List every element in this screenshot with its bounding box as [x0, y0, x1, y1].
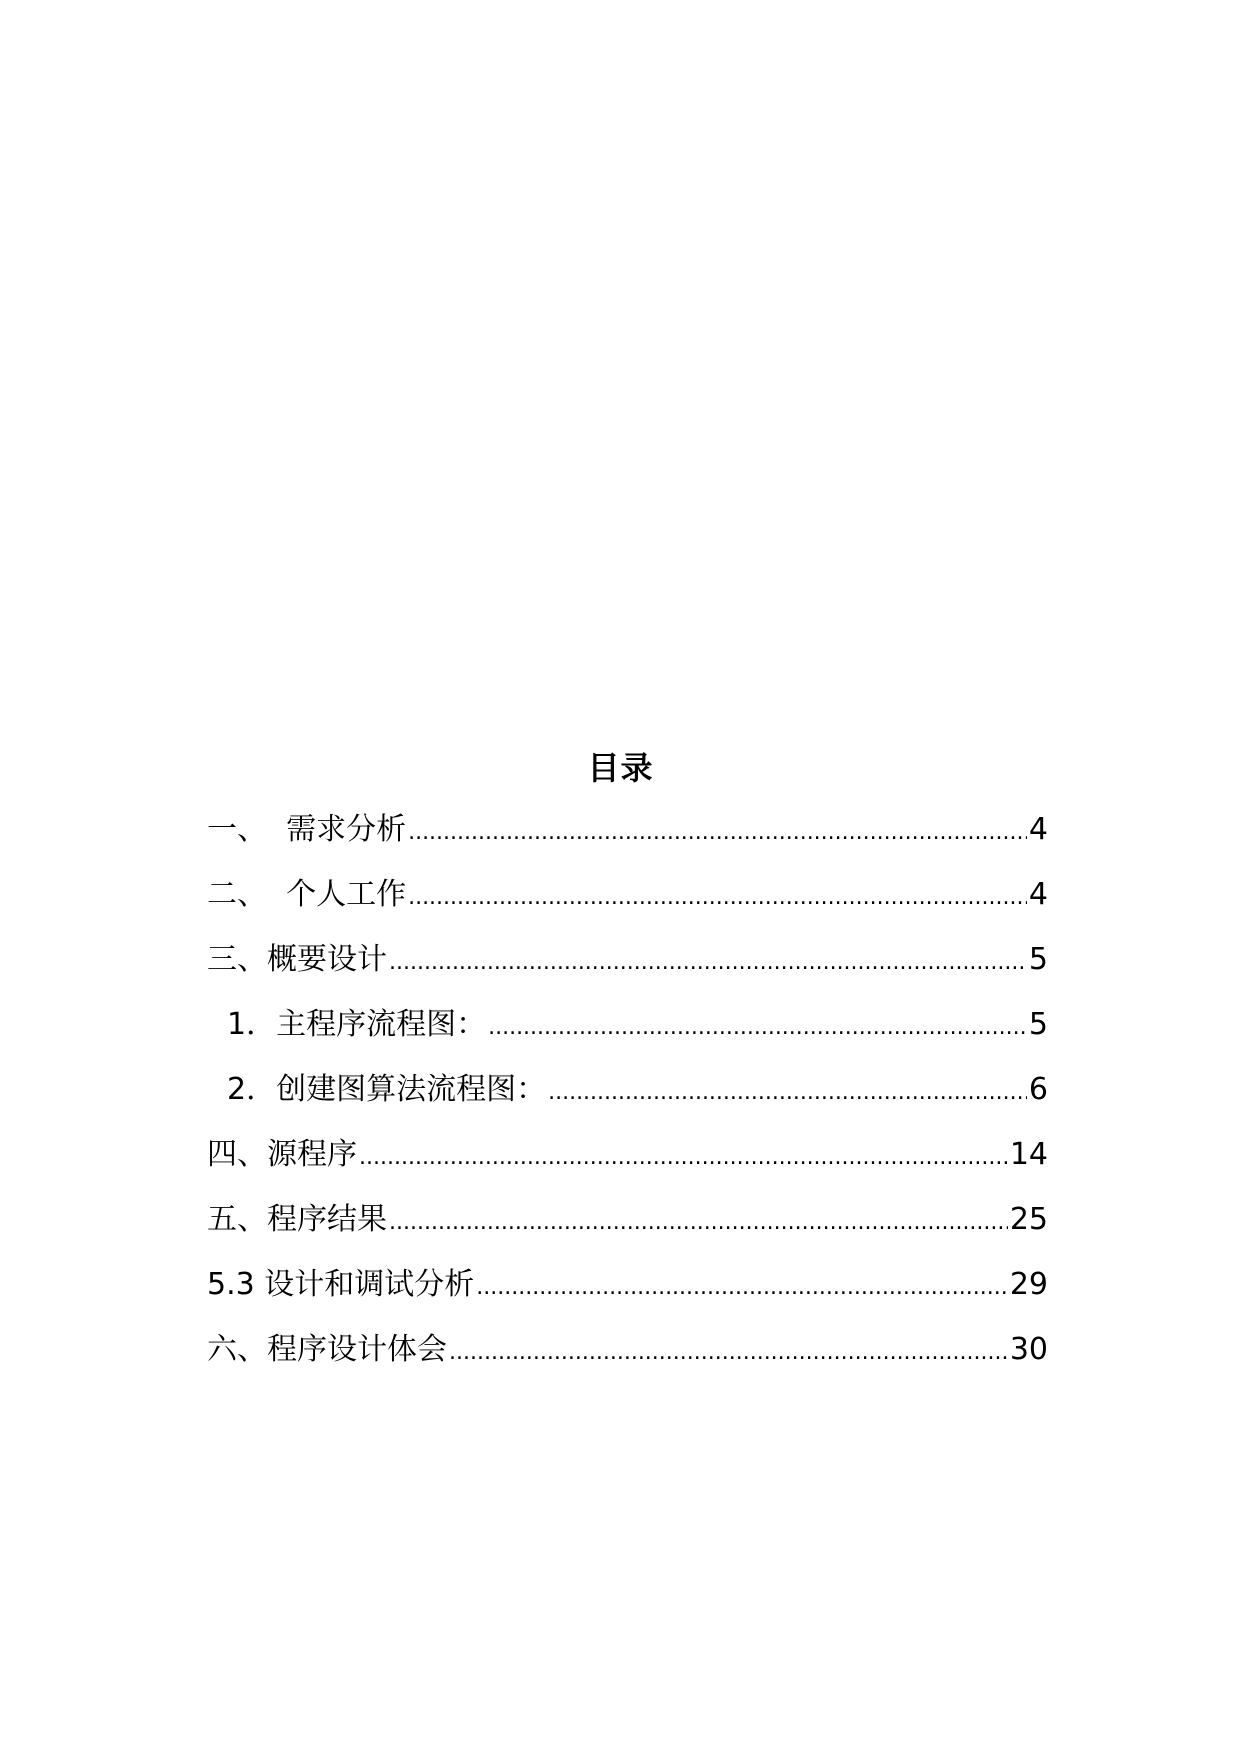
- toc-leader-dots: [389, 1203, 1008, 1243]
- toc-entry-page: 5: [1028, 1007, 1048, 1042]
- toc-entry-requirements[interactable]: [207, 810, 1048, 875]
- toc-entry-label: 2．创建图算法流程图：: [227, 1072, 547, 1107]
- toc-entry-label: 五、程序结果: [207, 1202, 387, 1237]
- toc-leader-dots: [488, 1008, 1027, 1048]
- toc-entry-design-debug-analysis[interactable]: [207, 1265, 1048, 1330]
- toc-entry-graph-algorithm-flowchart[interactable]: [207, 1070, 1048, 1135]
- toc-leader-dots: [408, 878, 1027, 918]
- toc-leader-dots: [476, 1268, 1008, 1308]
- toc-leader-dots: [408, 813, 1027, 853]
- toc-entry-label: 二、 个人工作: [207, 877, 407, 912]
- toc-leader-dots: [359, 1138, 1008, 1178]
- toc-entry-page: 4: [1028, 812, 1048, 847]
- toc-entry-label: 六、程序设计体会: [207, 1332, 447, 1367]
- toc-leader-dots: [389, 943, 1027, 983]
- toc-entry-page: 6: [1028, 1072, 1048, 1107]
- toc-entry-main-flowchart[interactable]: [207, 1005, 1048, 1070]
- toc-entry-label: 1．主程序流程图：: [227, 1007, 487, 1042]
- toc-entry-page: 25: [1009, 1202, 1048, 1237]
- toc-entry-label: 三、概要设计: [207, 942, 387, 977]
- toc-entry-design-reflections[interactable]: [207, 1330, 1048, 1395]
- toc-entry-outline-design[interactable]: [207, 940, 1048, 1005]
- toc-entry-label: 四、源程序: [207, 1137, 357, 1172]
- toc-leader-dots: [548, 1073, 1027, 1113]
- toc-entry-program-results[interactable]: [207, 1200, 1048, 1265]
- toc-title: 目录: [587, 749, 654, 787]
- toc-entry-page: 14: [1009, 1137, 1048, 1172]
- toc-list: [207, 810, 1048, 1395]
- toc-entry-page: 5: [1028, 942, 1048, 977]
- toc-leader-dots: [449, 1333, 1008, 1373]
- toc-entry-source-code[interactable]: [207, 1135, 1048, 1200]
- toc-entry-label: 5.3 设计和调试分析: [207, 1267, 475, 1302]
- toc-entry-page: 4: [1028, 877, 1048, 912]
- toc-entry-label: 一、 需求分析: [207, 812, 407, 847]
- toc-entry-page: 29: [1009, 1267, 1048, 1302]
- toc-entry-page: 30: [1009, 1332, 1048, 1367]
- toc-entry-personal-work[interactable]: [207, 875, 1048, 940]
